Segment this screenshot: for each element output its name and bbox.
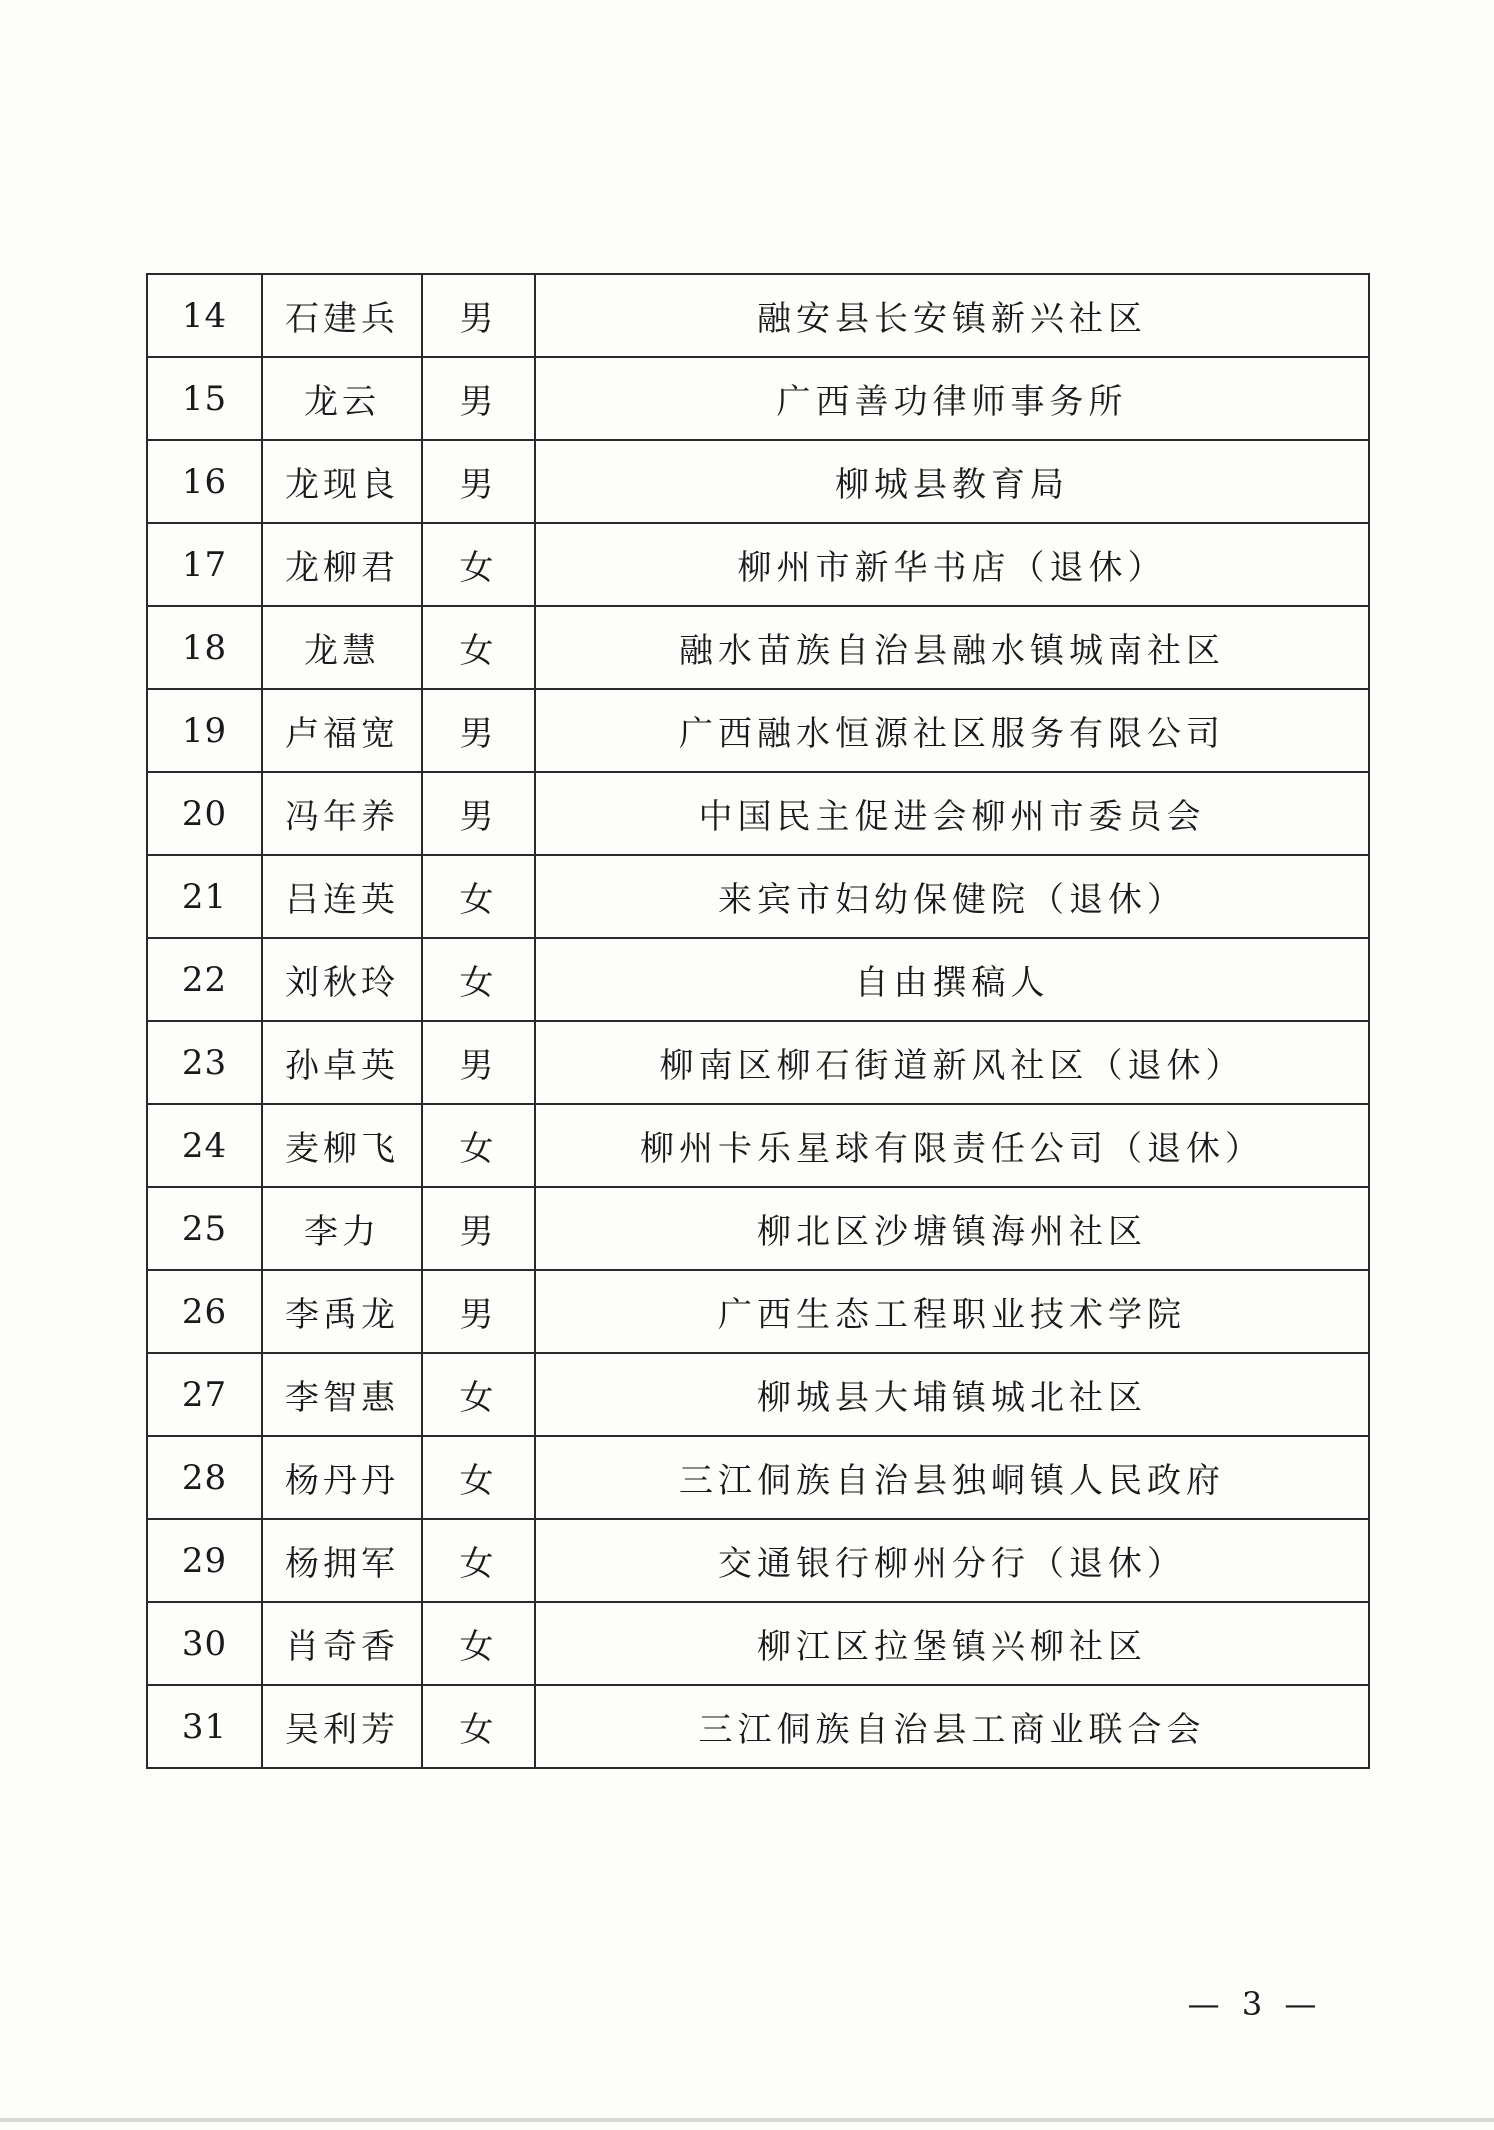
table-row <box>147 1519 1369 1602</box>
row-number-cell: 30 <box>147 1602 262 1685</box>
unit-cell: 自由撰稿人 <box>535 938 1369 1021</box>
row-number-cell: 16 <box>147 440 262 523</box>
gender-cell: 女 <box>422 1353 535 1436</box>
scan-edge-line <box>0 2118 1494 2122</box>
row-number-cell: 31 <box>147 1685 262 1768</box>
name-cell: 龙现良 <box>262 440 422 523</box>
unit-cell: 柳南区柳石街道新风社区（退休） <box>535 1021 1369 1104</box>
table-row <box>147 1104 1369 1187</box>
unit-cell: 融水苗族自治县融水镇城南社区 <box>535 606 1369 689</box>
name-cell: 冯年养 <box>262 772 422 855</box>
unit-cell: 广西善功律师事务所 <box>535 357 1369 440</box>
row-number-cell: 18 <box>147 606 262 689</box>
gender-cell: 男 <box>422 1270 535 1353</box>
gender-cell: 女 <box>422 1519 535 1602</box>
unit-cell: 柳州市新华书店（退休） <box>535 523 1369 606</box>
name-cell: 卢福宽 <box>262 689 422 772</box>
row-number-cell: 15 <box>147 357 262 440</box>
row-number-cell: 25 <box>147 1187 262 1270</box>
gender-cell: 男 <box>422 1187 535 1270</box>
unit-cell: 交通银行柳州分行（退休） <box>535 1519 1369 1602</box>
gender-cell: 女 <box>422 1104 535 1187</box>
table-row <box>147 689 1369 772</box>
unit-cell: 三江侗族自治县工商业联合会 <box>535 1685 1369 1768</box>
table-row <box>147 1353 1369 1436</box>
table-row <box>147 357 1369 440</box>
table-row <box>147 1685 1369 1768</box>
gender-cell: 女 <box>422 606 535 689</box>
name-cell: 吴利芳 <box>262 1685 422 1768</box>
table-row <box>147 440 1369 523</box>
row-number-cell: 27 <box>147 1353 262 1436</box>
row-number-cell: 21 <box>147 855 262 938</box>
table-row <box>147 1602 1369 1685</box>
table-row <box>147 1436 1369 1519</box>
name-cell: 吕连英 <box>262 855 422 938</box>
name-cell: 龙柳君 <box>262 523 422 606</box>
name-cell: 刘秋玲 <box>262 938 422 1021</box>
gender-cell: 女 <box>422 938 535 1021</box>
gender-cell: 男 <box>422 689 535 772</box>
name-cell: 李智惠 <box>262 1353 422 1436</box>
name-cell: 李禹龙 <box>262 1270 422 1353</box>
row-number-cell: 19 <box>147 689 262 772</box>
unit-cell: 来宾市妇幼保健院（退休） <box>535 855 1369 938</box>
row-number-cell: 28 <box>147 1436 262 1519</box>
row-number-cell: 29 <box>147 1519 262 1602</box>
table-row <box>147 1021 1369 1104</box>
gender-cell: 男 <box>422 1021 535 1104</box>
gender-cell: 男 <box>422 772 535 855</box>
roster-table <box>146 273 1370 1769</box>
name-cell: 肖奇香 <box>262 1602 422 1685</box>
name-cell: 龙云 <box>262 357 422 440</box>
name-cell: 龙慧 <box>262 606 422 689</box>
row-number-cell: 14 <box>147 274 262 357</box>
name-cell: 李力 <box>262 1187 422 1270</box>
unit-cell: 广西融水恒源社区服务有限公司 <box>535 689 1369 772</box>
gender-cell: 男 <box>422 274 535 357</box>
gender-cell: 男 <box>422 440 535 523</box>
name-cell: 孙卓英 <box>262 1021 422 1104</box>
page-number: — 3 — <box>1187 1985 1323 2023</box>
unit-cell: 中国民主促进会柳州市委员会 <box>535 772 1369 855</box>
name-cell: 石建兵 <box>262 274 422 357</box>
unit-cell: 柳北区沙塘镇海州社区 <box>535 1187 1369 1270</box>
name-cell: 麦柳飞 <box>262 1104 422 1187</box>
roster-table-body <box>147 274 1369 1768</box>
row-number-cell: 22 <box>147 938 262 1021</box>
name-cell: 杨丹丹 <box>262 1436 422 1519</box>
table-row <box>147 606 1369 689</box>
row-number-cell: 23 <box>147 1021 262 1104</box>
unit-cell: 柳江区拉堡镇兴柳社区 <box>535 1602 1369 1685</box>
unit-cell: 三江侗族自治县独峒镇人民政府 <box>535 1436 1369 1519</box>
unit-cell: 柳城县教育局 <box>535 440 1369 523</box>
row-number-cell: 17 <box>147 523 262 606</box>
unit-cell: 柳城县大埔镇城北社区 <box>535 1353 1369 1436</box>
unit-cell: 柳州卡乐星球有限责任公司（退休） <box>535 1104 1369 1187</box>
table-row <box>147 772 1369 855</box>
row-number-cell: 24 <box>147 1104 262 1187</box>
gender-cell: 女 <box>422 855 535 938</box>
row-number-cell: 26 <box>147 1270 262 1353</box>
table-row <box>147 855 1369 938</box>
name-cell: 杨拥军 <box>262 1519 422 1602</box>
table-row <box>147 523 1369 606</box>
table-row <box>147 1187 1369 1270</box>
unit-cell: 融安县长安镇新兴社区 <box>535 274 1369 357</box>
row-number-cell: 20 <box>147 772 262 855</box>
gender-cell: 男 <box>422 357 535 440</box>
unit-cell: 广西生态工程职业技术学院 <box>535 1270 1369 1353</box>
table-row <box>147 1270 1369 1353</box>
table-row <box>147 274 1369 357</box>
table-row <box>147 938 1369 1021</box>
gender-cell: 女 <box>422 1685 535 1768</box>
gender-cell: 女 <box>422 1436 535 1519</box>
gender-cell: 女 <box>422 523 535 606</box>
gender-cell: 女 <box>422 1602 535 1685</box>
